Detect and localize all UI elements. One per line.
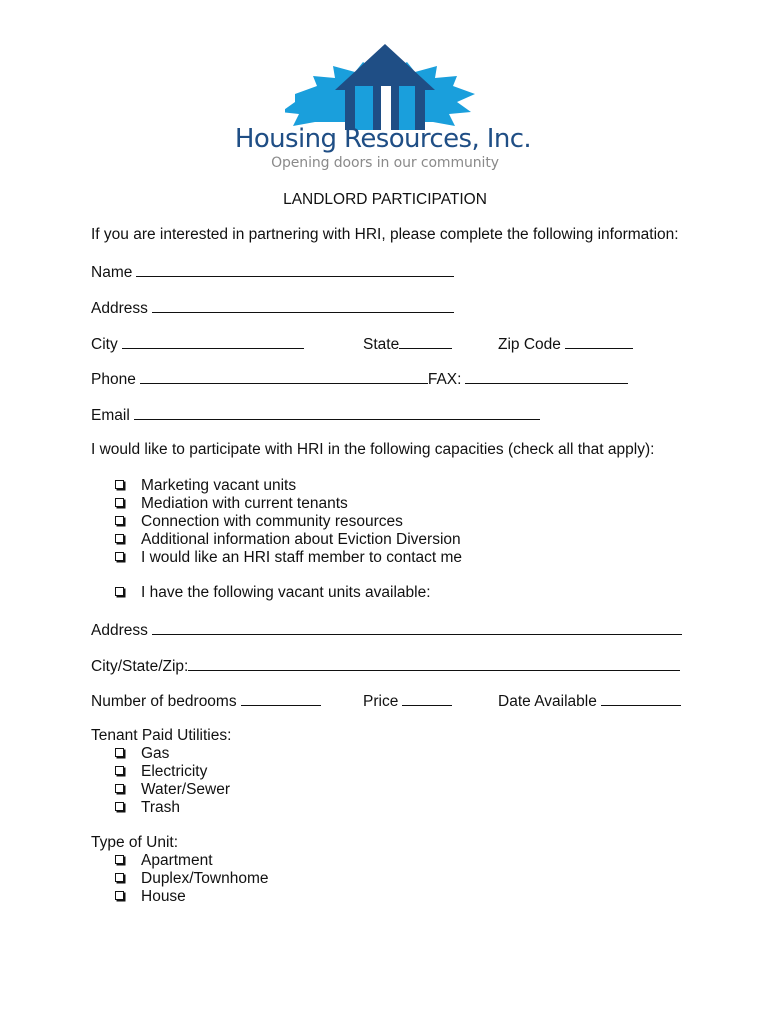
unit-type-label: Type of Unit: [91, 834, 179, 851]
bedrooms-label: Number of bedrooms [91, 693, 237, 710]
address-field[interactable] [152, 298, 454, 313]
unit-address-row [91, 620, 682, 640]
email-row [91, 405, 540, 425]
checkbox-icon[interactable] [115, 587, 124, 596]
name-row [91, 262, 454, 282]
zip-field[interactable] [565, 334, 633, 349]
phone-label: Phone [91, 371, 136, 388]
checkbox-item[interactable]: Duplex/Townhome [113, 870, 269, 888]
city-row [91, 334, 304, 354]
phone-field[interactable] [140, 369, 428, 384]
city-state-zip-row [91, 656, 680, 676]
price-label: Price [363, 693, 399, 710]
checkbox-item[interactable]: Connection with community resources [113, 513, 403, 531]
unit-address-field[interactable] [152, 620, 682, 635]
date-available-row [498, 691, 681, 711]
checkbox-icon[interactable] [115, 498, 124, 507]
city-state-zip-label: City/State/Zip: [91, 658, 189, 675]
state-field[interactable] [399, 334, 452, 349]
email-label: Email [91, 407, 130, 424]
fax-field[interactable] [465, 369, 628, 384]
checkbox-icon[interactable] [115, 480, 124, 489]
checkbox-item[interactable]: House [113, 888, 186, 906]
zip-row [498, 334, 633, 354]
date-available-label: Date Available [498, 693, 597, 710]
brand-tagline: Opening doors in our community [271, 155, 499, 171]
phone-row [91, 369, 628, 389]
checkbox-icon[interactable] [115, 766, 124, 775]
checkbox-item[interactable]: Trash [113, 799, 180, 817]
checkbox-item[interactable]: Marketing vacant units [113, 477, 296, 495]
checkbox-icon[interactable] [115, 873, 124, 882]
checkbox-item[interactable]: Water/Sewer [113, 781, 230, 799]
checkbox-icon[interactable] [115, 516, 124, 525]
name-field[interactable] [136, 262, 454, 277]
form-title: LANDLORD PARTICIPATION [283, 191, 487, 208]
checkbox-icon[interactable] [115, 534, 124, 543]
checkbox-item[interactable]: Electricity [113, 763, 207, 781]
checkbox-item[interactable]: I would like an HRI staff member to contact me [113, 549, 462, 567]
checkbox-icon[interactable] [115, 748, 124, 757]
city-state-zip-field[interactable] [188, 656, 680, 671]
house-sunburst-logo-icon [285, 42, 485, 130]
bedrooms-field[interactable] [241, 691, 321, 706]
state-row [363, 334, 452, 354]
checkbox-icon[interactable] [115, 855, 124, 864]
address-row [91, 298, 454, 318]
checkbox-icon[interactable] [115, 802, 124, 811]
state-label: State [363, 336, 400, 353]
date-available-field[interactable] [601, 691, 681, 706]
unit-address-label: Address [91, 622, 148, 639]
price-field[interactable] [402, 691, 452, 706]
address-label: Address [91, 300, 148, 317]
logo [0, 0, 770, 185]
price-row [363, 691, 452, 711]
checkbox-item[interactable]: Additional information about Eviction Diversion [113, 531, 461, 549]
checkbox-icon[interactable] [115, 784, 124, 793]
checkbox-item[interactable]: Mediation with current tenants [113, 495, 348, 513]
checkbox-icon[interactable] [115, 891, 124, 900]
utilities-label: Tenant Paid Utilities: [91, 727, 232, 744]
city-label: City [91, 336, 118, 353]
checkbox-icon[interactable] [115, 552, 124, 561]
checkbox-item[interactable]: Gas [113, 745, 169, 763]
name-label: Name [91, 264, 133, 281]
vacant-units-checkbox[interactable]: I have the following vacant units available: [113, 584, 431, 602]
checkbox-item[interactable]: Apartment [113, 852, 213, 870]
capacities-prompt: I would like to participate with HRI in the following capacities (check all that apply): [91, 441, 655, 458]
fax-label: FAX: [427, 371, 462, 388]
zip-label: Zip Code [498, 336, 561, 353]
brand-name: Housing Resources, Inc. [234, 124, 532, 154]
intro-text: If you are interested in partnering with HRI, please complete the following information: [91, 226, 679, 243]
email-field[interactable] [134, 405, 540, 420]
bedrooms-row [91, 691, 321, 711]
city-field[interactable] [122, 334, 304, 349]
